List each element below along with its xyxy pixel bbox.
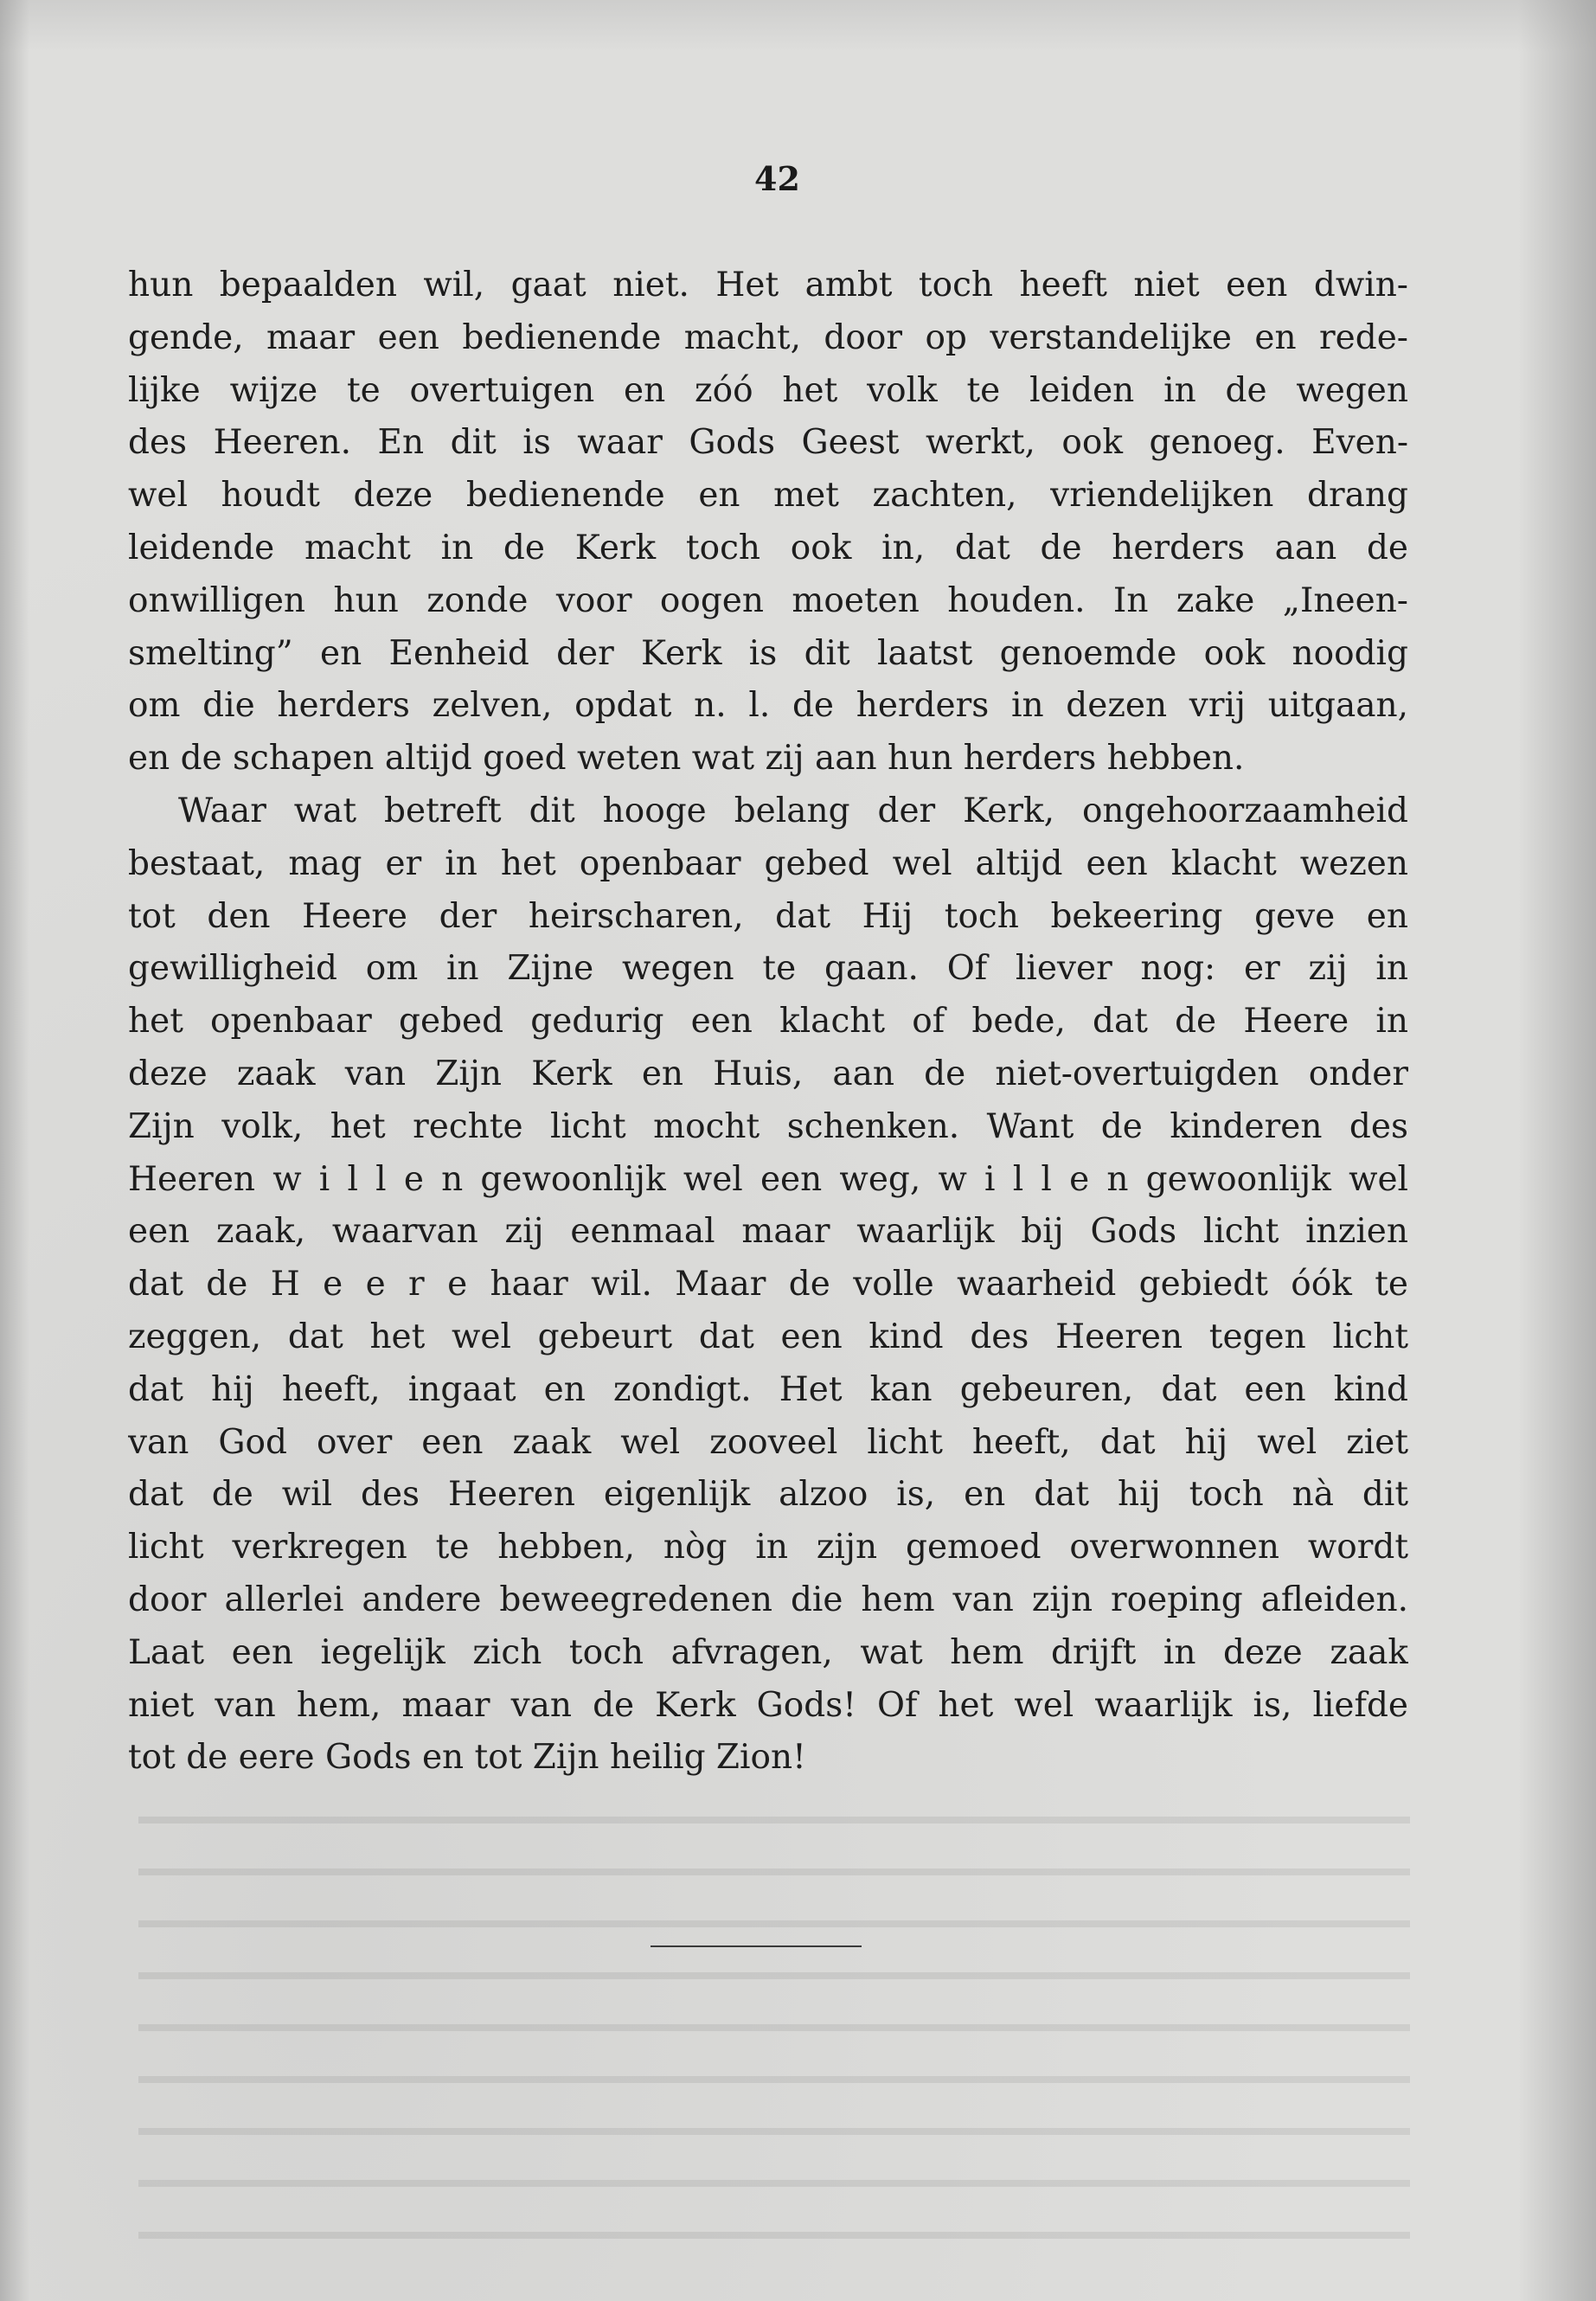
text-line: Heeren w i l l e n gewoonlijk wel een weg, w i l l e n gewoonlijk wel (128, 1159, 1408, 1199)
text-line: bestaat, mag er in het openbaar gebed wel altijd een klacht wezen (128, 843, 1408, 883)
bleed-through-texture (138, 1791, 1410, 2275)
text-line: gende, maar een bedienende macht, door op verstandelijke en rede- (128, 317, 1408, 357)
page-number: 42 (754, 159, 800, 198)
text-line: om die herders zelven, opdat n. l. de herders in dezen vrij uitgaan, (128, 686, 1408, 726)
text-line: Waar wat betreft dit hooge belang der Kerk, ongehoorzaamheid (178, 791, 1408, 830)
text-line: hun bepaalden wil, gaat niet. Het ambt toch heeft niet een dwin- (128, 266, 1408, 304)
text-line: tot den Heere der heirscharen, dat Hij toch bekeering geve en (128, 896, 1408, 936)
section-divider (651, 1945, 862, 1947)
text-line: lijke wijze te overtuigen en zóó het volk te leiden in de wegen (128, 370, 1408, 410)
text-line: zeggen, dat het wel gebeurt dat een kind des Heeren tegen licht (128, 1317, 1408, 1356)
text-line: licht verkregen te hebben, nòg in zijn gemoed overwonnen wordt (128, 1528, 1408, 1567)
text-line: dat hij heeft, ingaat en zondigt. Het kan gebeuren, dat een kind (128, 1369, 1408, 1409)
text-line: Zijn volk, het rechte licht mocht schenken. Want de kinderen des (128, 1106, 1408, 1146)
text-line: en de schapen altijd goed weten wat zij aan hun herders hebben. (128, 739, 1245, 779)
text-line: dat de H e e r e haar wil. Maar de volle waarheid gebiedt óók te (128, 1265, 1408, 1304)
text-line: dat de wil des Heeren eigenlijk alzoo is, en dat hij toch nà dit (128, 1475, 1408, 1515)
text-line: leidende macht in de Kerk toch ook in, dat de herders aan de (128, 528, 1408, 567)
text-line: Laat een iegelijk zich toch afvragen, wat hem drijft in deze zaak (128, 1632, 1408, 1672)
text-line: niet van hem, maar van de Kerk Gods! Of het wel waarlijk is, liefde (128, 1685, 1408, 1725)
text-line: een zaak, waarvan zij eenmaal maar waarlijk bij Gods licht inzien (128, 1212, 1408, 1252)
text-line: het openbaar gebed gedurig een klacht of bede, dat de Heere in (128, 1002, 1408, 1042)
body-text (128, 260, 1408, 1785)
text-line: van God over een zaak wel zooveel licht heeft, dat hij wel ziet (128, 1422, 1408, 1462)
text-line: door allerlei andere beweegredenen die hem van zijn roeping afleiden. (128, 1580, 1408, 1619)
text-line: gewilligheid om in Zijne wegen te gaan. Of liever nog: er zij in (128, 949, 1408, 989)
text-line: des Heeren. En dit is waar Gods Geest werkt, ook genoeg. Even- (128, 423, 1408, 463)
text-line: deze zaak van Zijn Kerk en Huis, aan de niet-overtuigden onder (128, 1054, 1408, 1093)
text-line: wel houdt deze bedienende en met zachten, vriendelijken drang (128, 476, 1408, 516)
text-line: smelting” en Eenheid der Kerk is dit laatst genoemde ook noodig (128, 633, 1408, 673)
text-line: tot de eere Gods en tot Zijn heilig Zion! (128, 1738, 806, 1778)
text-line: onwilligen hun zonde voor oogen moeten houden. In zake „Ineen- (128, 580, 1408, 620)
